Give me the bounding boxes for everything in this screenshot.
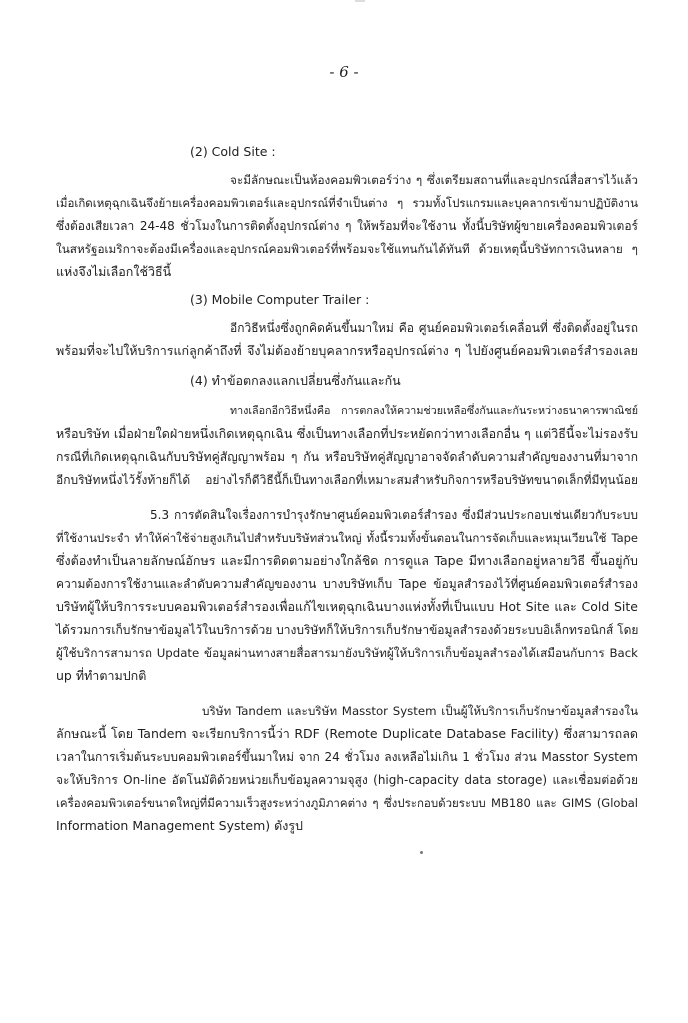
- mobile-trailer-heading: (3) Mobile Computer Trailer :: [190, 292, 370, 307]
- paragraph-line: up ที่ทำตามปกติ: [56, 668, 147, 683]
- section-5-3-first-line: 5.3 การตัดสินใจเรื่องการบำรุงรักษาศูนย์คอมพิวเตอร์สำรอง ซึ่งมีส่วนประกอบเช่นเดียวกับระบบ: [150, 508, 638, 522]
- paragraph-line: ลักษณะนี้ โดย Tandem จะเรียกบริการนี้ว่า RDF (Remote Duplicate Database Facility) ซึ่งสามารถลด: [56, 726, 638, 741]
- scan-mark: [355, 0, 365, 2]
- paragraph-line: ความต้องการใช้งานและลำดับความสำคัญของงาน บางบริษัทเก็บ Tape ข้อมูลสำรองไว้ที่ศูนย์คอมพิวเตอร์สำรอง: [56, 577, 638, 591]
- paragraph-line: อีกบริษัทหนึ่งไว้รั้งท้ายก็ได้ อย่างไรก็ดีวิธีนี้ก็เป็นทางเลือกที่เหมาะสมสำหรับกิจการหรือบริษัทขนาดเล็กที่มีทุนน้อย: [56, 473, 638, 487]
- cold-site-heading: (2) Cold Site :: [190, 144, 276, 159]
- paragraph-line: เมื่อเกิดเหตุฉุกเฉินจึงย้ายเครื่องคอมพิวเตอร์และอุปกรณ์ที่จำเป็นต่าง ๆ รวมทั้งโปรแกรมและบุคลากรเข้ามาปฏิบัติงาน: [56, 196, 638, 210]
- tandem-first-line: บริษัท Tandem และบริษัท Masstor System เป็นผู้ให้บริการเก็บรักษาข้อมูลสำรองใน: [202, 704, 638, 718]
- paragraph-line: จะให้บริการ On-line อัตโนมัติด้วยหน่วยเก็บข้อมูลความจุสูง (high-capacity data storage) และเชื่อมต่อด้วย: [56, 773, 638, 787]
- paragraph-line: พร้อมที่จะไปให้บริการแก่ลูกค้าถึงที่ จึงไม่ต้องย้ายบุคลากรหรืออุปกรณ์ต่าง ๆ ไปยังศูนย์คอมพิวเตอร์สำรองเลย: [56, 343, 638, 358]
- paragraph-line: จะมีลักษณะเป็นห้องคอมพิวเตอร์ว่าง ๆ ซึ่งเตรียมสถานที่และอุปกรณ์สื่อสารไว้แล้ว: [230, 173, 638, 187]
- agreement-heading: (4) ทำข้อตกลงแลกเปลี่ยนซึ่งกันและกัน: [190, 373, 401, 388]
- paragraph-line: หรือบริษัท เมื่อฝ่ายใดฝ่ายหนึ่งเกิดเหตุฉุกเฉิน ซึ่งเป็นทางเลือกที่ประหยัดกว่าทางเลือกอื่น ๆ แต่วิธีนี้จะไม่รองรับ: [56, 426, 638, 441]
- paragraph-line: เวลาในการเริ่มต้นระบบคอมพิวเตอร์ขึ้นมาใหม่ จาก 24 ชั่วโมง ลงเหลือไม่เกิน 1 ชั่วโมง ส่วน Masstor System: [56, 750, 638, 764]
- paragraph-line: ทางเลือกอีกวิธีหนึ่งคือ การตกลงให้ความช่วยเหลือซึ่งกันและกันระหว่างธนาคารพาณิชย์: [230, 404, 638, 417]
- paragraph-line: บริษัทผู้ให้บริการระบบคอมพิวเตอร์สำรองเพื่อแก้ไขเหตุฉุกเฉินบางแห่งทั้งที่เป็นแบบ Hot Site และ Cold Site: [56, 599, 638, 614]
- paragraph-line: ในสหรัฐอเมริกาจะต้องมีเครื่องและอุปกรณ์คอมพิวเตอร์ที่พร้อมจะใช้แทนกันได้ทันที ด้วยเหตุนี้บริษัทการเงินหลาย ๆ: [56, 242, 638, 256]
- page-number: - 6 -: [329, 63, 359, 81]
- paragraph-line: ได้รวมการเก็บรักษาข้อมูลไว้ในบริการด้วย บางบริษัทก็ให้บริการเก็บรักษาข้อมูลสำรองด้วยระบบอิเล็กทรอนิกส์ โดย: [56, 623, 639, 637]
- paragraph-line: ผู้ใช้บริการสามารถ Update ข้อมูลผ่านทางสายสื่อสารมายังบริษัทผู้ให้บริการเก็บข้อมูลสำรองได้เสมือนกับการ Back: [56, 646, 638, 660]
- scan-speck: [420, 851, 423, 854]
- paragraph-line: แห่งจึงไม่เลือกใช้วิธีนี้: [56, 264, 172, 279]
- paragraph-line: เครื่องคอมพิวเตอร์ขนาดใหญ่ที่มีความเร็วสูงระหว่างภูมิภาคต่าง ๆ ซึ่งประกอบด้วยระบบ MB180 และ GIMS (Global: [56, 796, 638, 810]
- paragraph-line: อีกวิธีหนึ่งซึ่งถูกคิดค้นขึ้นมาใหม่ คือ ศูนย์คอมพิวเตอร์เคลื่อนที่ ซึ่งติดตั้งอยู่ในรถ: [230, 321, 638, 335]
- paragraph-line: Information Management System) ดังรูป: [56, 818, 303, 833]
- paragraph-line: กรณีที่เกิดเหตุฉุกเฉินกับบริษัทคู่สัญญาพร้อม ๆ กัน หรือบริษัทคู่สัญญาอาจจัดลำดับความสำคัญของงานที่มาจาก: [56, 450, 638, 464]
- paragraph-line: ซึ่งต้องทำเป็นลายลักษณ์อักษร และมีการติดตามอย่างใกล้ชิด การดูแล Tape มีทางเลือกอยู่หลายวิธี ขึ้นอยู่กับ: [56, 553, 638, 568]
- paragraph-line: ที่ใช้งานประจำ ทำให้ค่าใช้จ่ายสูงเกินไปสำหรับบริษัทส่วนใหญ่ ทั้งนี้รวมทั้งขั้นตอนในการจัดเก็บและหมุนเวียนใช้ Tape: [56, 531, 638, 545]
- paragraph-line: ซึ่งต้องเสียเวลา 24-48 ชั่วโมงในการติดตั้งอุปกรณ์ต่าง ๆ ให้พร้อมที่จะใช้งาน ทั้งนี้บริษัทผู้ขายเครื่องคอมพิวเตอร์: [56, 219, 638, 233]
